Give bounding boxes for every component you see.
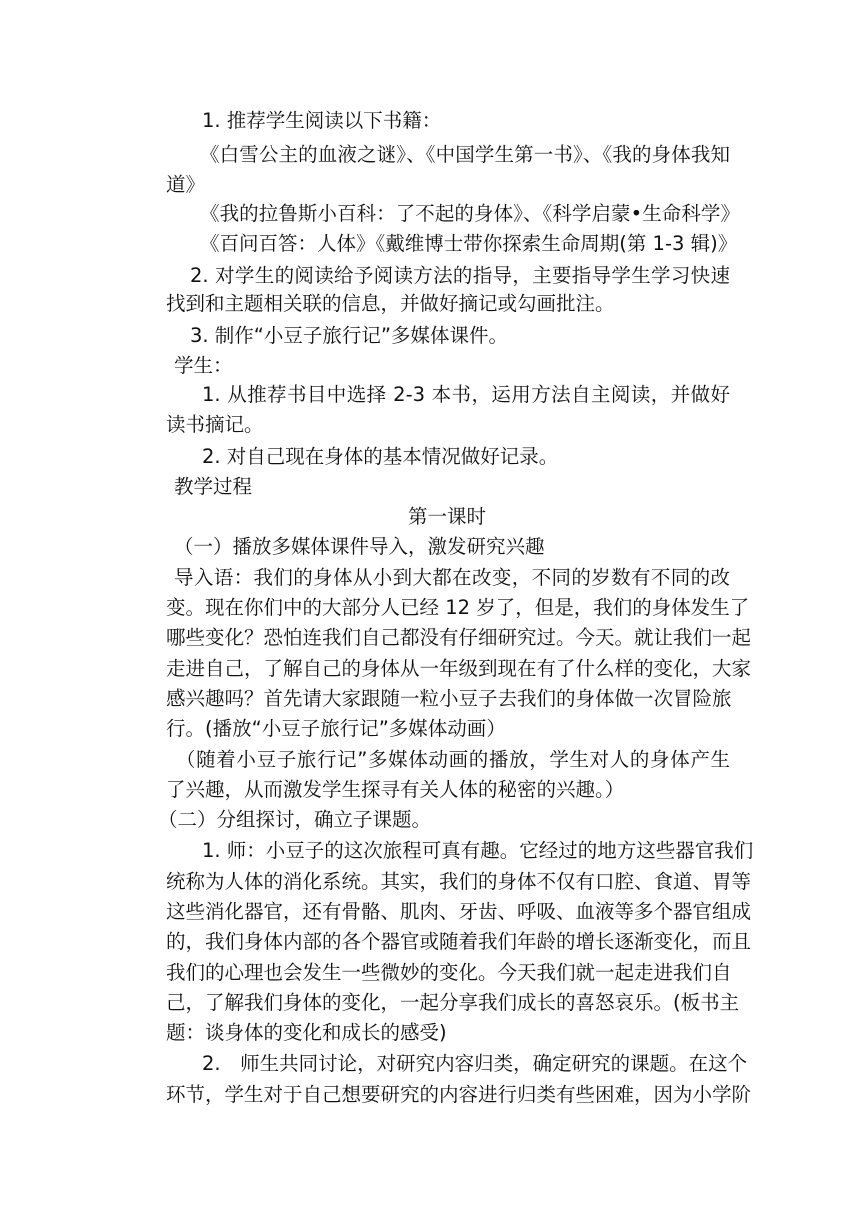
text-line: 道》	[166, 173, 206, 196]
text-line: （随着小豆子旅行记”多媒体动画的播放，学生对人的身体产生	[176, 748, 730, 771]
text-line: 《我的拉鲁斯小百科：了不起的身体》、《科学启蒙•生命科学》	[200, 202, 740, 225]
text-line: 统称为人体的消化系统。其实，我们的身体不仅有口腔、食道、胃等	[166, 870, 752, 893]
text-line: 1. 师：小豆子的这次旅程可真有趣。它经过的地方这些器官我们	[202, 839, 754, 862]
text-line: 哪些变化？恐怕连我们自己都没有仔细研究过。今天。就让我们一起	[166, 626, 752, 649]
text-line: 环节，学生对于自己想要研究的内容进行归类有些困难，因为小学阶	[166, 1083, 752, 1106]
text-line: 行。(播放“小豆子旅行记”多媒体动画）	[166, 717, 506, 740]
text-line: 学生：	[174, 354, 233, 377]
text-line: 题：谈身体的变化和成长的感受)	[166, 1021, 447, 1044]
text-line: 2. 师生共同讨论，对研究内容归类，确定研究的课题。在这个	[202, 1052, 748, 1075]
text-line: 1. 推荐学生阅读以下书籍：	[202, 109, 442, 132]
text-line: 2. 对自己现在身体的基本情况做好记录。	[202, 445, 559, 468]
section-heading: （一）播放多媒体课件导入，激发研究兴趣	[174, 535, 545, 558]
text-line: 读书摘记。	[166, 413, 264, 436]
section-heading: 教学过程	[174, 475, 253, 498]
text-line: 变。现在你们中的大部分人已经 12 岁了，但是，我们的身体发生了	[166, 596, 750, 619]
text-line: 《白雪公主的血液之谜》、《中国学生第一书》、《我的身体我知	[200, 143, 730, 166]
text-line: 感兴趣吗？首先请大家跟随一粒小豆子去我们的身体做一次冒险旅	[166, 687, 732, 710]
text-line: 导入语：我们的身体从小到大都在改变，不同的岁数有不同的改	[174, 566, 730, 589]
text-line: 的，我们身体内部的各个器官或随着我们年龄的增长逐渐变化，而且	[166, 930, 752, 953]
text-line: 走进自己，了解自己的身体从一年级到现在有了什么样的变化，大家	[166, 657, 752, 680]
text-line: 《百问百答：人体》《戴维博士带你探索生命周期(第 1-3 辑)》	[200, 232, 738, 255]
text-line: 我们的心理也会发生一些微妙的变化。今天我们就一起走进我们自	[166, 961, 732, 984]
text-line: 了兴趣，从而激发学生探寻有关人体的秘密的兴趣。）	[166, 778, 625, 801]
text-line: 找到和主题相关联的信息，并做好摘记或勾画批注。	[166, 292, 615, 315]
text-line: 1. 从推荐书目中选择 2-3 本书，运用方法自主阅读，并做好	[202, 383, 730, 406]
text-line: 这些消化器官，还有骨骼、肌肉、牙齿、呼吸、血液等多个器官组成	[166, 900, 752, 923]
section-heading: （二）分组探讨，确立子课题。	[158, 808, 432, 831]
text-line: 2. 对学生的阅读给予阅读方法的指导，主要指导学生学习快速	[190, 264, 730, 287]
text-line: 3. 制作“小豆子旅行记”多媒体课件。	[190, 324, 509, 347]
text-line: 己，了解我们身体的变化，一起分享我们成长的喜怒哀乐。(板书主	[166, 991, 740, 1014]
lesson-title: 第一课时	[408, 505, 487, 528]
